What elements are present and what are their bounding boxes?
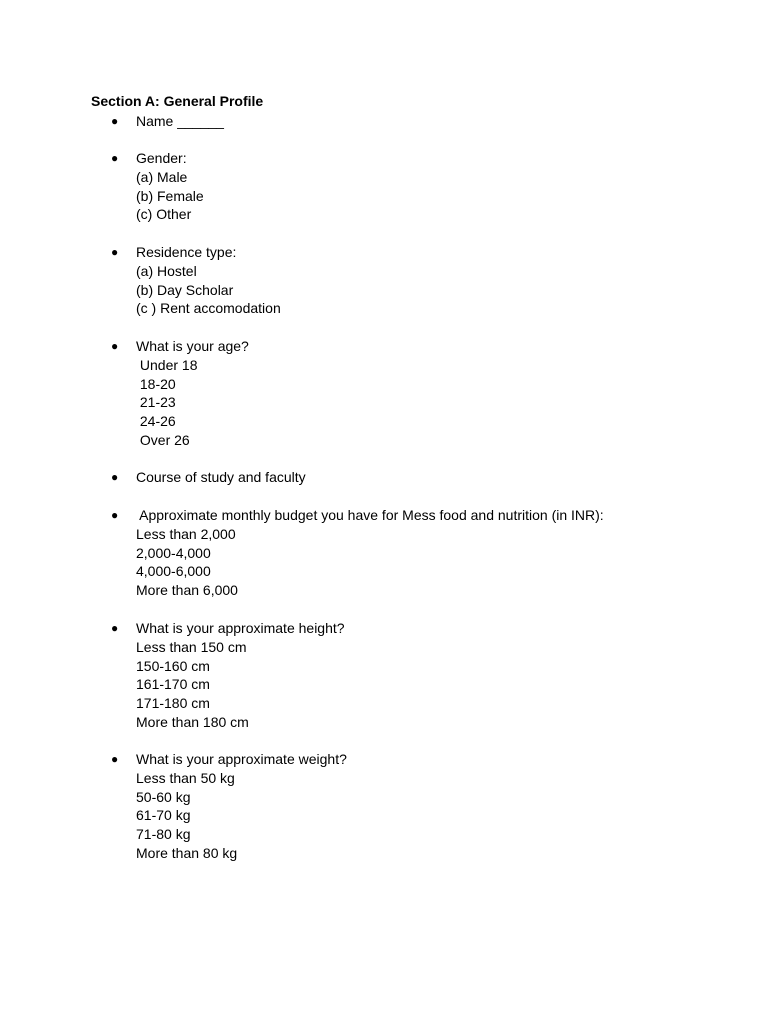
section-title: Section A: General Profile (91, 93, 264, 109)
option-item: More than 6,000 (136, 582, 238, 599)
option-list (136, 168, 204, 224)
option-item: (c ) Rent accomodation (136, 300, 281, 317)
option-item: 171-180 cm (136, 695, 210, 712)
bullet-icon: ● (111, 752, 119, 766)
option-item: 50-60 kg (136, 788, 191, 805)
question-text: What is your age? (136, 338, 249, 354)
option-list (136, 356, 197, 450)
option-item: Less than 2,000 (136, 525, 236, 542)
bullet-icon: ● (111, 621, 119, 635)
option-item: 150-160 cm (136, 657, 210, 674)
question-text: Residence type: (136, 244, 237, 260)
question-text: Gender: (136, 150, 187, 166)
option-item: 21-23 (136, 394, 176, 411)
option-item: (c) Other (136, 206, 192, 223)
option-item: 18-20 (136, 375, 176, 392)
bullet-icon: ● (111, 508, 119, 522)
option-item: More than 180 cm (136, 713, 249, 730)
bullet-icon: ● (111, 114, 119, 128)
option-item: 2,000-4,000 (136, 544, 211, 561)
option-item: Over 26 (136, 431, 190, 448)
question-text: Approximate monthly budget you have for Mess food and nutrition (in INR): (136, 507, 604, 523)
bullet-icon: ● (111, 151, 119, 165)
bullet-icon: ● (111, 339, 119, 353)
option-list (136, 638, 249, 732)
question-text: What is your approximate height? (136, 620, 345, 636)
question-text: Name ______ (136, 113, 224, 129)
bullet-icon: ● (111, 245, 119, 259)
option-item: (b) Day Scholar (136, 281, 234, 298)
option-list (136, 769, 237, 863)
option-list (136, 525, 238, 600)
option-item: 4,000-6,000 (136, 563, 211, 580)
option-item: Less than 50 kg (136, 769, 235, 786)
option-item: (b) Female (136, 187, 204, 204)
option-item: 61-70 kg (136, 807, 191, 824)
option-item: More than 80 kg (136, 844, 238, 861)
question-text: Course of study and faculty (136, 469, 306, 485)
bullet-icon: ● (111, 470, 119, 484)
option-item: (a) Hostel (136, 262, 197, 279)
option-item: 24-26 (136, 413, 176, 430)
question-text: What is your approximate weight? (136, 751, 347, 767)
option-item: Under 18 (136, 356, 198, 373)
option-list (136, 262, 281, 318)
option-item: 71-80 kg (136, 826, 191, 843)
option-item: Less than 150 cm (136, 638, 247, 655)
option-item: 161-170 cm (136, 676, 210, 693)
option-item: (a) Male (136, 168, 188, 185)
